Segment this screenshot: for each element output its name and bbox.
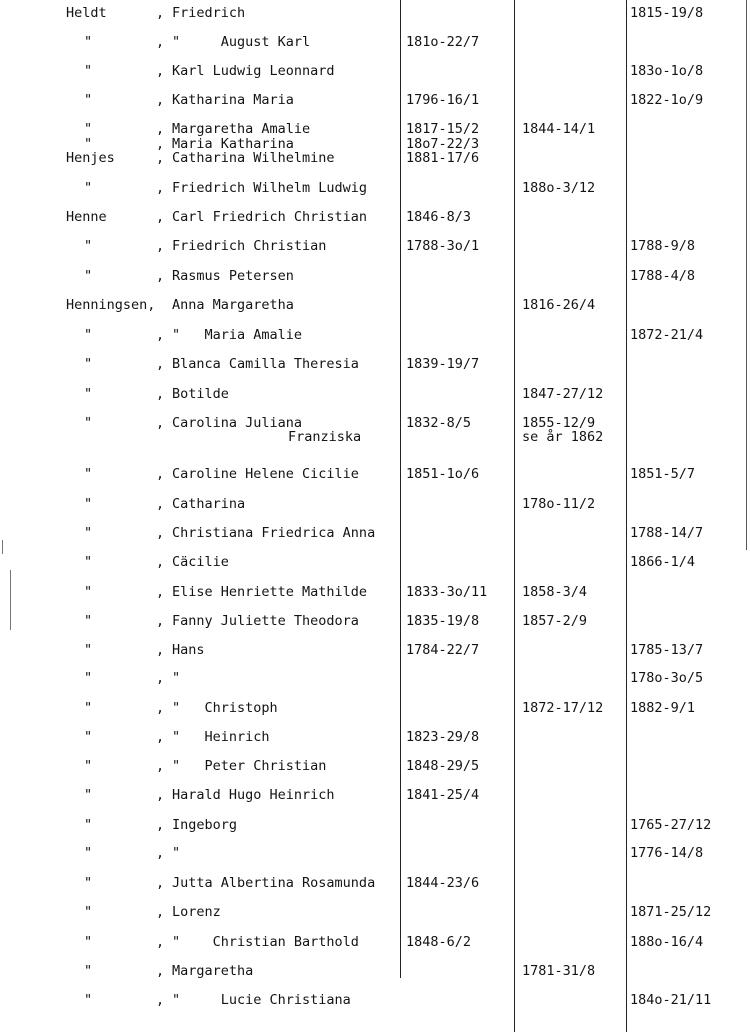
date-col-3: 1882-9/1 [630,700,696,716]
given-name-cell: Rasmus Petersen [172,268,294,284]
date-col-1: 1848-29/5 [406,758,480,774]
date-col-1: 1839-19/7 [406,356,480,372]
register-row [0,788,750,812]
comma-separator: , [156,642,165,658]
date-col-3: 1815-19/8 [630,5,704,21]
comma-separator: , [156,466,165,482]
date-col-3: 1788-9/8 [630,238,696,254]
date-col-2: 1857-2/9 [522,613,588,629]
register-row [0,964,750,988]
comma-separator: , [156,758,165,774]
given-name-cell: Catharina Wilhelmine [172,150,335,166]
surname-cell: " [84,642,93,658]
surname-cell: " [84,268,93,284]
comma-separator: , [156,496,165,512]
register-row [0,497,750,521]
register-row [0,298,750,322]
comma-separator: , [156,613,165,629]
date-col-2: 1858-3/4 [522,584,588,600]
register-row [0,151,750,175]
date-col-1: 1846-8/3 [406,209,472,225]
surname-cell: " [84,136,93,152]
date-col-3: 1776-14/8 [630,845,704,861]
given-name-cell: Blanca Camilla Theresia [172,356,359,372]
comma-separator: , [156,136,165,152]
given-name-cell: Katharina Maria [172,92,294,108]
given-name-cell: Jutta Albertina Rosamunda [172,875,376,891]
surname-cell: " [84,904,93,920]
date-col-3: 188o-16/4 [630,934,704,950]
given-name-cell: Ingeborg [172,817,238,833]
date-col-3: 1822-1o/9 [630,92,704,108]
date-col-1: 1835-19/8 [406,613,480,629]
given-name-cell: Christiana Friedrica Anna [172,525,376,541]
register-row [0,387,750,411]
given-name-cell: Cäcilie [172,554,229,570]
date-col-1: 1784-22/7 [406,642,480,658]
given-name-cell: Carolina Juliana [172,415,303,431]
date-col-3: 184o-21/11 [630,992,712,1008]
surname-cell: " [84,613,93,629]
surname-cell: " [84,415,93,431]
surname-cell: " [84,356,93,372]
surname-cell: " [84,729,93,745]
date-col-2: 178o-11/2 [522,496,596,512]
surname-cell: " [84,63,93,79]
surname-cell: " [84,121,93,137]
given-name-cell: " August Karl [172,34,311,50]
given-name-cell: Margaretha [172,963,254,979]
register-row [0,555,750,579]
date-col-1: 1788-3o/1 [406,238,480,254]
comma-separator: , [156,63,165,79]
comma-separator: , [156,525,165,541]
register-row [0,643,750,667]
given-name-cell: Catharina [172,496,246,512]
comma-separator: , [156,268,165,284]
date-col-2: 1781-31/8 [522,963,596,979]
comma-separator: , [156,180,165,196]
register-row [0,467,750,491]
given-name-cell: Anna Margaretha [172,297,294,313]
given-name-cell: Lorenz [172,904,221,920]
date-col-3: 1788-14/7 [630,525,704,541]
date-col-1: 1833-3o/11 [406,584,488,600]
given-name-cell: " Peter Christian [172,758,327,774]
date-col-2: 1844-14/1 [522,121,596,137]
register-row [0,818,750,842]
register-row [0,93,750,117]
comma-separator: , [156,554,165,570]
date-col-3: 178o-3o/5 [630,670,704,686]
comma-separator: , [156,209,165,225]
given-name-cell: Friedrich [172,5,246,21]
given-name-cell: Carl Friedrich Christian [172,209,368,225]
comma-separator: , [156,700,165,716]
register-row [0,846,750,870]
date-col-1: 1881-17/6 [406,150,480,166]
comma-separator: , [156,787,165,803]
date-col-1: 181o-22/7 [406,34,480,50]
given-name-cell: Friedrich Wilhelm Ludwig [172,180,368,196]
surname-cell: " [84,525,93,541]
given-name-cell: " Christian Barthold [172,934,359,950]
surname-cell: " [84,700,93,716]
given-name-continuation: Franziska [288,429,362,445]
date-col-2: 1847-27/12 [522,386,604,402]
register-row [0,239,750,263]
register-row [0,181,750,205]
register-row [0,701,750,725]
comma-separator: , [156,150,165,166]
date-col-1: 1823-29/8 [406,729,480,745]
given-name-cell: " Christoph [172,700,278,716]
given-name-cell: Hans [172,642,205,658]
comma-separator: , [156,386,165,402]
date-col-1: 1817-15/2 [406,121,480,137]
surname-cell: " [84,670,93,686]
register-row [0,585,750,609]
comma-separator: , [156,845,165,861]
register-row [0,269,750,293]
given-name-cell: Margaretha Amalie [172,121,311,137]
date-col-1: 1841-25/4 [406,787,480,803]
given-name-cell: Harald Hugo Heinrich [172,787,335,803]
register-row [0,210,750,234]
comma-separator: , [156,356,165,372]
surname-cell: " [84,238,93,254]
date-col-3: 1851-5/7 [630,466,696,482]
date-col-1: 1844-23/6 [406,875,480,891]
surname-cell: " [84,845,93,861]
date-col-2: 1816-26/4 [522,297,596,313]
surname-cell: " [84,963,93,979]
comma-separator: , [156,92,165,108]
register-row [0,759,750,783]
surname-cell: " [84,817,93,833]
date-col-3: 1788-4/8 [630,268,696,284]
comma-separator: , [156,875,165,891]
register-row [0,876,750,900]
given-name-cell: " [172,670,181,686]
date-col-3: 1872-21/4 [630,327,704,343]
given-name-cell: Karl Ludwig Leonnard [172,63,335,79]
register-row [0,415,750,445]
surname-cell: Henne [66,209,107,225]
surname-cell: " [84,934,93,950]
comma-separator: , [156,934,165,950]
comma-separator: , [156,992,165,1008]
given-name-cell: " [172,845,181,861]
given-name-cell: Friedrich Christian [172,238,327,254]
given-name-cell: Maria Katharina [172,136,294,152]
surname-cell: Heldt [66,5,107,21]
comma-separator: , [156,5,165,21]
surname-cell: " [84,758,93,774]
register-row [0,614,750,638]
register-row [0,6,750,30]
comma-separator: , [156,238,165,254]
date-col-1: 1796-16/1 [406,92,480,108]
surname-cell: " [84,875,93,891]
register-row [0,905,750,929]
given-name-cell: " Maria Amalie [172,327,303,343]
comma-separator: , [156,817,165,833]
surname-cell: " [84,554,93,570]
comma-separator: , [156,415,165,431]
comma-separator: , [156,729,165,745]
register-row [0,64,750,88]
register-row [0,730,750,754]
surname-cell: " [84,787,93,803]
register-row [0,357,750,381]
date-col-2: 1872-17/12 [522,700,604,716]
surname-cell: " [84,466,93,482]
date-col-1: 18o7-22/3 [406,136,480,152]
surname-cell: " [84,584,93,600]
given-name-cell: " Heinrich [172,729,270,745]
given-name-cell: Elise Henriette Mathilde [172,584,368,600]
register-row [0,328,750,352]
register-row [0,35,750,59]
surname-cell: " [84,386,93,402]
given-name-cell: " Lucie Christiana [172,992,351,1008]
register-row [0,935,750,959]
surname-cell: " [84,992,93,1008]
date-col-3: 1765-27/12 [630,817,712,833]
comma-separator: , [156,34,165,50]
given-name-cell: Fanny Juliette Theodora [172,613,359,629]
comma-separator: , [156,584,165,600]
surname-cell: " [84,327,93,343]
comma-separator: , [156,121,165,137]
date-col-2: 1855-12/9 [522,415,596,431]
surname-cell: Henningsen, [66,297,156,313]
register-row [0,993,750,1017]
comma-separator: , [156,963,165,979]
given-name-cell: Caroline Helene Cicilie [172,466,359,482]
comma-separator: , [156,327,165,343]
date-col-1: 1851-1o/6 [406,466,480,482]
date-col-3: 1785-13/7 [630,642,704,658]
surname-cell: " [84,180,93,196]
given-name-cell: Botilde [172,386,229,402]
comma-separator: , [156,904,165,920]
date-col-1: 1848-6/2 [406,934,472,950]
surname-cell: Henjes [66,150,115,166]
comma-separator: , [156,670,165,686]
surname-cell: " [84,92,93,108]
surname-cell: " [84,34,93,50]
register-row [0,671,750,695]
date-col-3: 1871-25/12 [630,904,712,920]
surname-cell: " [84,496,93,512]
date-col-3: 1866-1/4 [630,554,696,570]
register-row [0,526,750,550]
date-col-3: 183o-1o/8 [630,63,704,79]
date-col-2: 188o-3/12 [522,180,596,196]
date-col-1: 1832-8/5 [406,415,472,431]
date-col-2-note: se år 1862 [522,429,604,445]
